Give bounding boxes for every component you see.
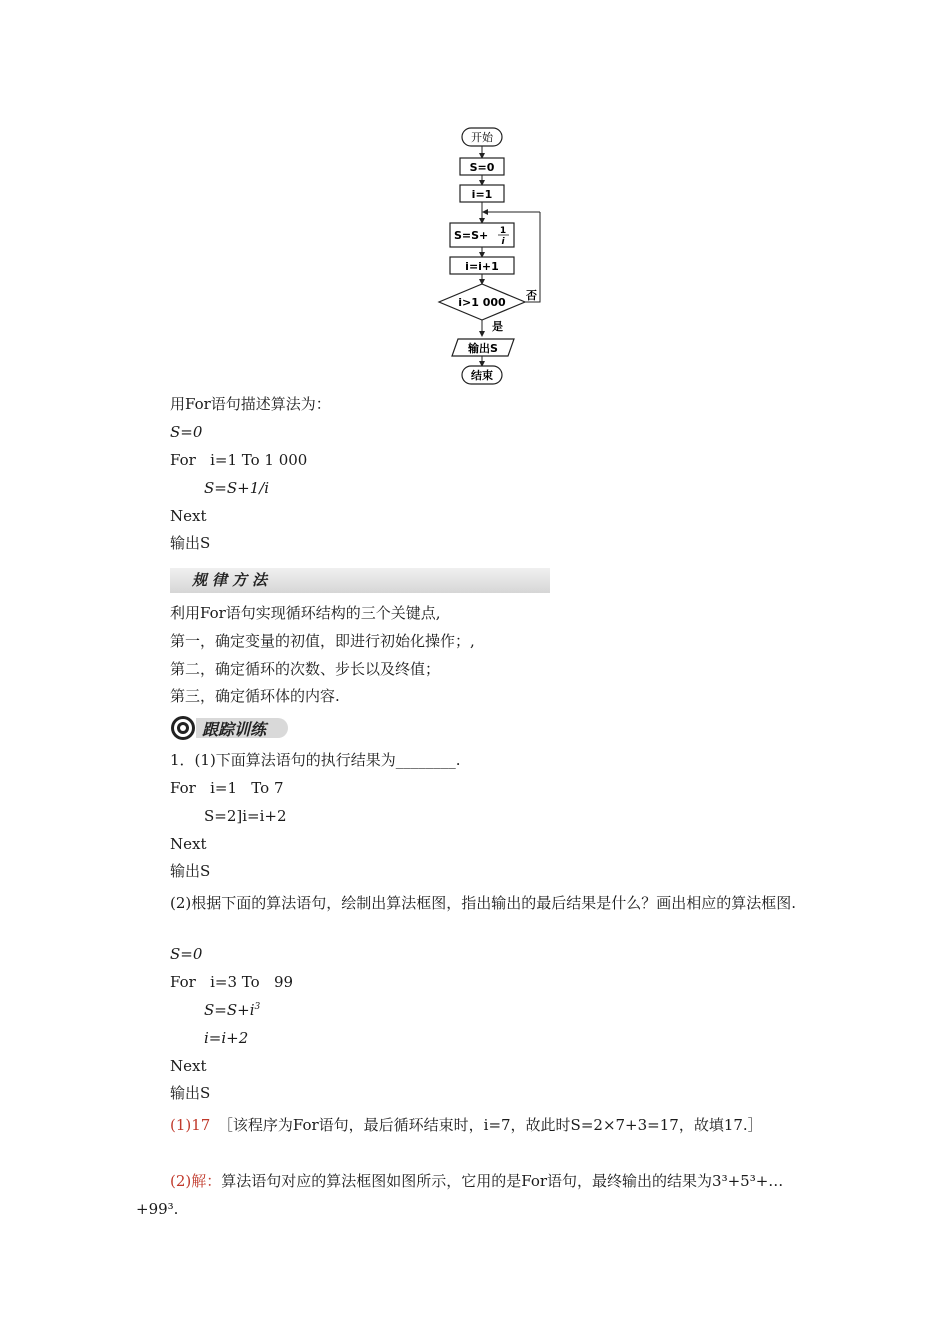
q2-code-6: 输出S — [170, 1084, 211, 1102]
answer-2-text: 算法语句对应的算法框图如图所示，它用的是For语句，最终输出的结果为3³+5³+…+99³. — [136, 1172, 784, 1218]
answer-1-text: ［该程序为For语句，最后循环结束时，i=7，故此时S=2×7+3=17，故填17.］ — [225, 1116, 763, 1134]
q1-part2: (2)根据下面的算法语句，绘制出算法框图，指出输出的最后结果是什么？画出相应的算法框图. — [170, 894, 797, 912]
answer-1-label: (1)17 — [170, 1116, 211, 1134]
output-text: 输出S — [468, 342, 498, 355]
q2-code-4: i=i+2 — [204, 1029, 249, 1047]
start-text: 开始 — [471, 131, 493, 144]
q1-code-3: Next — [170, 835, 207, 853]
yes-label: 是 — [492, 320, 503, 333]
example-line-1: S=0 — [170, 423, 203, 441]
example-line-2: For i=1 To 1 000 — [170, 451, 308, 469]
q2-code-5: Next — [170, 1057, 207, 1075]
update-i-text: i=i+1 — [465, 260, 499, 273]
update-s-numerator: 1 — [499, 226, 507, 236]
method-point-2: 第二，确定循环的次数、步长以及终值； — [170, 660, 441, 678]
q1-code-1: For i=1 To 7 — [170, 779, 284, 797]
example-line-5: 输出S — [170, 534, 211, 552]
method-point-1: 第一，确定变量的初值，即进行初始化操作；, — [170, 632, 475, 650]
method-intro: 利用For语句实现循环结构的三个关键点, — [170, 604, 441, 622]
q2-code-3-exp: 3 — [254, 1002, 261, 1012]
method-heading: 规律方法 — [192, 571, 273, 589]
q2-code-2: For i=3 To 99 — [170, 973, 294, 991]
update-s-text: S=S+ — [454, 229, 489, 242]
q2-code-3 — [204, 1000, 260, 1020]
answer-2-label: (2)解： — [170, 1172, 222, 1190]
answer-1 — [136, 1111, 816, 1139]
practice-heading: 跟踪训练 — [202, 720, 267, 739]
q1-code-2: S=2]i=i+2 — [204, 807, 287, 825]
end-text: 结束 — [471, 369, 493, 382]
example-line-4: Next — [170, 507, 207, 525]
target-icon — [170, 715, 196, 741]
no-label: 否 — [526, 289, 537, 302]
example-line-3: S=S+1/i — [204, 479, 270, 497]
q2-code-1: S=0 — [170, 945, 203, 963]
q1-part1: 1．(1)下面算法语句的执行结果为________. — [170, 751, 461, 769]
answer-2 — [136, 1167, 816, 1223]
q2-code-3-base: S=S+i — [204, 1001, 255, 1019]
example-intro: 用For语句描述算法为： — [170, 395, 331, 413]
i-init-text: i=1 — [471, 188, 493, 201]
update-s-denominator: i — [501, 237, 505, 247]
q1-code-4: 输出S — [170, 862, 211, 880]
condition-text: i>1 000 — [458, 296, 506, 309]
method-point-3: 第三，确定循环体的内容. — [170, 687, 340, 705]
s-init-text: S=0 — [469, 161, 495, 174]
flowchart — [430, 120, 560, 390]
